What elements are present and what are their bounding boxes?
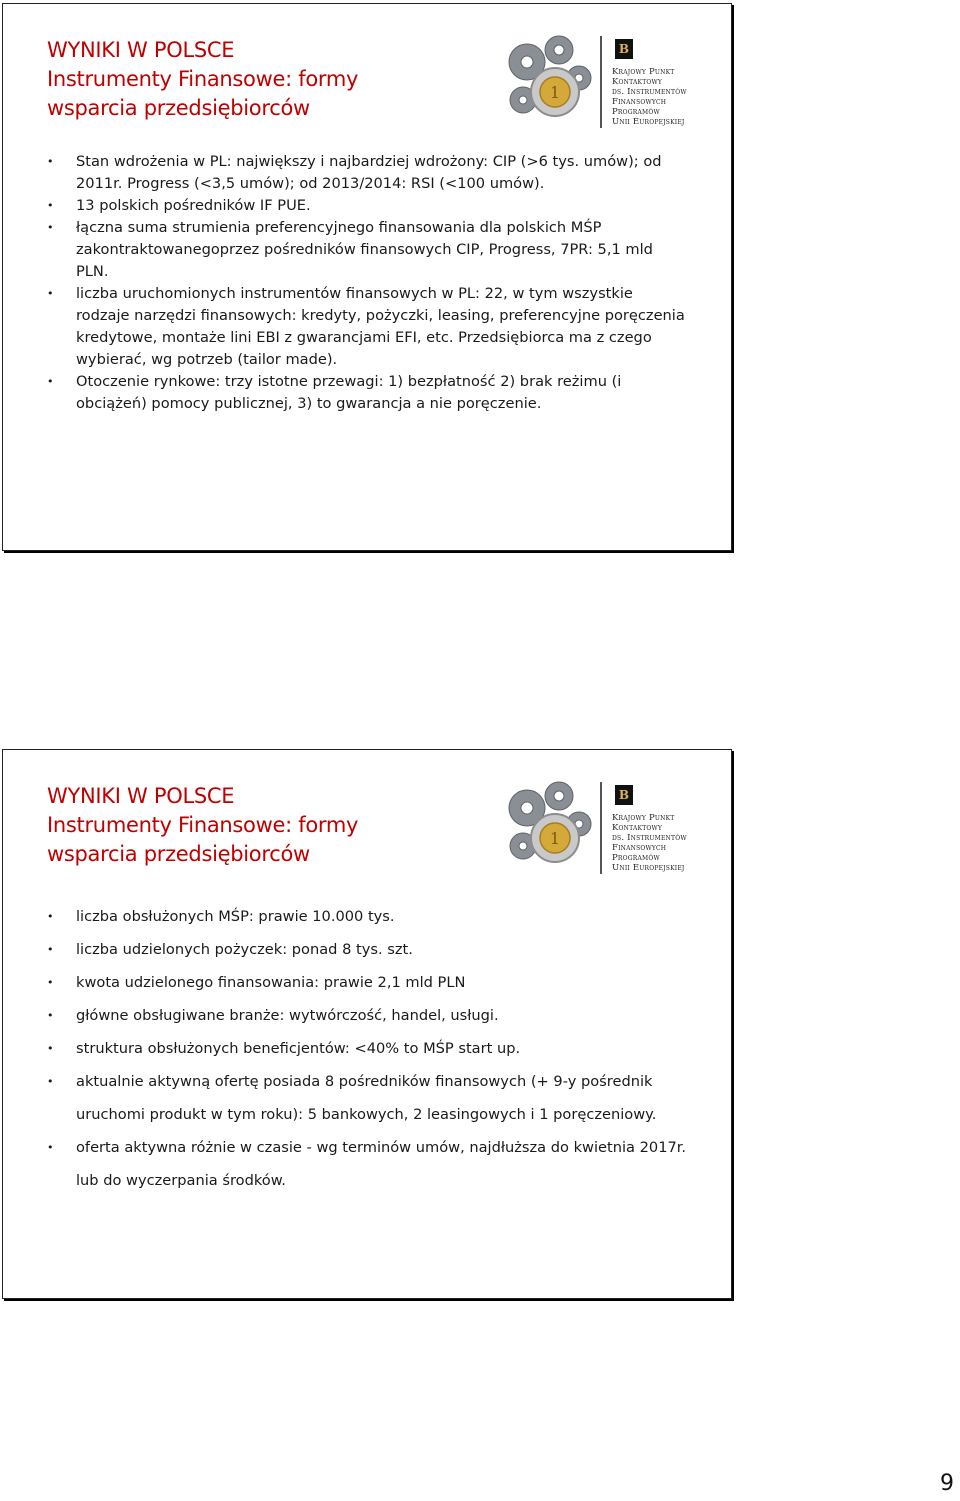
bullet-text: Stan wdrożenia w PL: największy i najbardziej wdrożony: CIP (>6 tys. umów); od 2011r. Progress (<3,5 umów); od 2013/2014: RSI (<100 umów). (76, 153, 662, 192)
logo-line: Programów (612, 853, 660, 863)
list-item (47, 151, 687, 195)
bullet-list (47, 151, 687, 415)
logo-line: Kontaktowy (612, 823, 663, 833)
bullet-dot: • (47, 976, 54, 989)
bullet-text: aktualnie aktywną ofertę posiada 8 pośredników finansowych (+ 9-y pośrednik uruchomi produkt w tym roku): 5 bankowych, 2 leasingowych i 1 poręczeniowy. (76, 1073, 657, 1123)
logo-line: Finansowych (612, 97, 667, 107)
title-line: wsparcia przedsiębiorców (47, 96, 310, 120)
gears-coin-image (499, 28, 599, 128)
bullet-text: łączna suma strumienia preferencyjnego finansowania dla polskich MŚP zakontraktowanegoprzez pośredników finansowych CIP, Progress, 7PR: 5,1 mld PLN. (76, 219, 653, 280)
list-item (47, 966, 707, 999)
slide-2 (2, 749, 732, 1299)
page-number: 9 (940, 1471, 954, 1496)
list-item (47, 195, 687, 217)
bullet-dot: • (47, 199, 54, 212)
logo-line: ds. Instrumentów (612, 87, 687, 97)
logo-emblem: B (615, 785, 633, 805)
logo-line: Programów (612, 107, 660, 117)
list-item (47, 371, 687, 415)
list-item (47, 1131, 707, 1197)
logo-line: ds. Instrumentów (612, 833, 687, 843)
bullet-text: 13 polskich pośredników IF PUE. (76, 197, 311, 214)
kpk-logo (600, 782, 710, 874)
list-item (47, 1065, 707, 1131)
logo-line: Finansowych (612, 843, 667, 853)
bullet-text: liczba uruchomionych instrumentów finansowych w PL: 22, w tym wszystkie rodzaje narzędzi finansowych: kredyty, pożyczki, leasing, preferencyjne poręczenia kredytowe, montaże lini EBI z gwarancjami EFI, etc. Przedsiębiorca ma z czego wybierać, wg potrzeb (tailor made). (76, 285, 685, 368)
title-line: Instrumenty Finansowe: formy (47, 67, 359, 91)
logo-line: Krajowy Punkt (612, 813, 675, 823)
title-line: Instrumenty Finansowe: formy (47, 813, 359, 837)
list-item (47, 1032, 707, 1065)
list-item (47, 933, 707, 966)
logo-text (612, 813, 687, 873)
title-line: WYNIKI W POLSCE (47, 38, 235, 62)
bullet-text: kwota udzielonego finansowania: prawie 2,1 mld PLN (76, 974, 466, 991)
svg-text:1: 1 (549, 829, 561, 848)
bullet-text: liczba obsłużonych MŚP: prawie 10.000 tys. (76, 908, 395, 925)
bullet-text: liczba udzielonych pożyczek: ponad 8 tys. szt. (76, 941, 413, 958)
list-item (47, 900, 707, 933)
logo-line: Unii Europejskiej (612, 117, 685, 127)
logo-divider (600, 782, 602, 874)
logo-text (612, 67, 687, 127)
bullet-text: struktura obsłużonych beneficjentów: <40% to MŚP start up. (76, 1040, 521, 1057)
list-item (47, 283, 687, 371)
bullet-dot: • (47, 287, 54, 300)
logo-line: Unii Europejskiej (612, 863, 685, 873)
slide-title (47, 36, 358, 123)
bullet-dot: • (47, 1009, 54, 1022)
bullet-dot: • (47, 221, 54, 234)
bullet-dot: • (47, 1042, 54, 1055)
title-line: wsparcia przedsiębiorców (47, 842, 310, 866)
list-item (47, 999, 707, 1032)
svg-text:1: 1 (549, 83, 561, 102)
bullet-text: oferta aktywna różnie w czasie - wg terminów umów, najdłuższa do kwietnia 2017r. lub do wyczerpania środków. (76, 1139, 687, 1189)
title-line: WYNIKI W POLSCE (47, 784, 235, 808)
bullet-text: główne obsługiwane branże: wytwórczość, handel, usługi. (76, 1007, 499, 1024)
slide-1 (2, 3, 732, 551)
bullet-dot: • (47, 943, 54, 956)
logo-line: Krajowy Punkt (612, 67, 675, 77)
bullet-dot: • (47, 155, 54, 168)
bullet-dot: • (47, 375, 54, 388)
bullet-dot: • (47, 1075, 54, 1088)
logo-divider (600, 36, 602, 128)
bullet-dot: • (47, 1141, 54, 1154)
bullet-list (47, 900, 707, 1197)
bullet-text: Otoczenie rynkowe: trzy istotne przewagi: 1) bezpłatność 2) brak reżimu (i obciążeń) pomocy publicznej, 3) to gwarancja a nie poręczenie. (76, 373, 622, 412)
gears-coin-image (499, 774, 599, 874)
list-item (47, 217, 687, 283)
kpk-logo (600, 36, 710, 128)
logo-line: Kontaktowy (612, 77, 663, 87)
slide-title (47, 782, 358, 869)
logo-emblem: B (615, 39, 633, 59)
bullet-dot: • (47, 910, 54, 923)
